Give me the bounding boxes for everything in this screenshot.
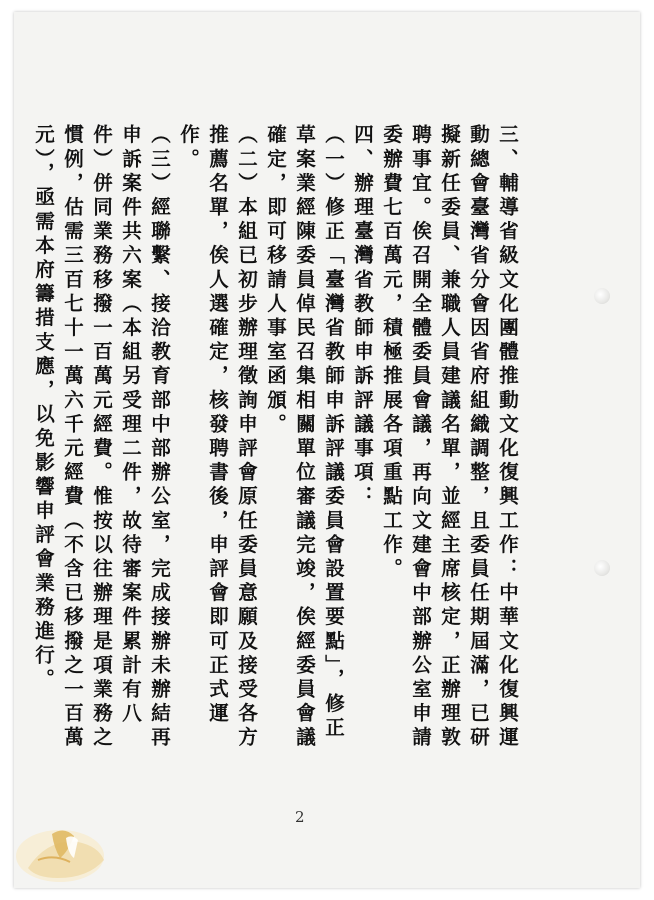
paragraph-section-3: 三、輔導省級文化團體推動文化復興工作：中華文化復興運動總會臺灣省分會因省府組織調整，且委員任期屆滿，已研擬新任委員、兼職人員建議名單，並經主席核定，正辦理敦聘事宜。俟召開全體委員會議，再向文建會中部辦公室申請委辦費七百萬元，積極推展各項重點工作。 [380, 124, 519, 751]
paragraph-section-4-heading: 四、辦理臺灣省教師申訴評議事項： [351, 124, 374, 510]
punch-hole-top [594, 288, 610, 304]
page-number: 2 [295, 808, 305, 826]
vertical-text-body [29, 124, 522, 754]
paragraph-item-1: （一）修正「臺灣省教師申訴評議委員會設置要點」，修正草案業經陳委員倬民召集相關單位審議完竣，俟經委員會議確定，即可移請人事室函頒。 [264, 124, 345, 751]
document-page [14, 12, 640, 888]
punch-hole-bottom [594, 560, 610, 576]
archive-logo-icon [8, 808, 118, 888]
paragraph-item-3: （三）經聯繫、接洽教育部中部辦公室，完成接辦未辦結再申訴案件共六案（本組另受理二件，故待審案件累計有八件）併同業務移撥一百萬元經費。惟按以往辦理是項業務之慣例，估需三百七十一萬六千元經費（不含已移撥之一百萬元），亟需本府籌措支應，以免影響申評會業務進行。 [32, 124, 171, 751]
paragraph-item-2: （二）本組已初步辦理徵詢申評會原任委員意願及接受各方推薦名單，俟人選確定，核發聘書後，申評會即可正式運作。 [177, 124, 258, 751]
